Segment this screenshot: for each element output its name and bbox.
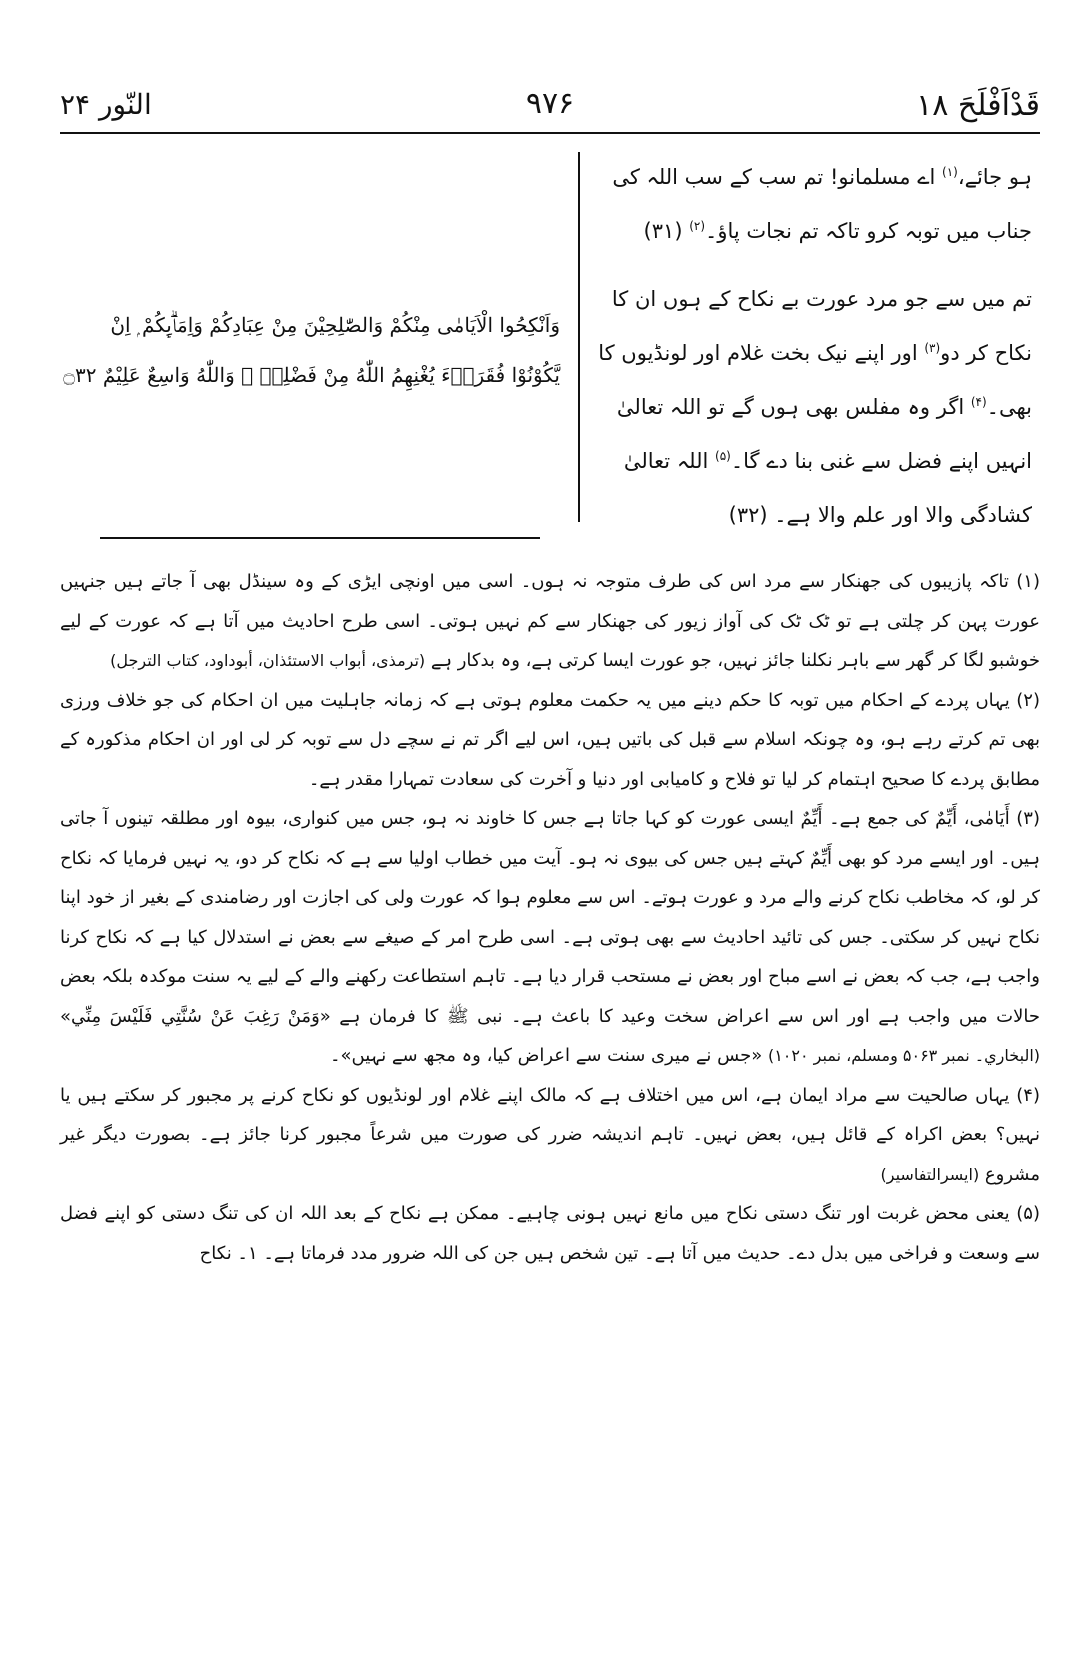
verse-line: يَّكُوْنُوْا فُقَرَاۗءَ يُغْنِهِمُ اللّٰهُ مِنْ فَضْلِهٖ ۭ وَاللّٰهُ وَاسِعٌ عَلِيْمٌ ۝۳۲ [63,363,560,387]
footnote-source: (البخاري۔ نمبر ۵۰۶۳ ومسلم، نمبر ۱۰۲۰) [767,1046,1040,1065]
translation-verse-32 [597,272,1032,542]
footnote-4 [60,1076,1040,1195]
footnote-ref-4: (۴) [970,395,987,409]
footnote-5 [60,1194,1040,1273]
translation-text: اگر وہ مفلس بھی ہوں گے تو اللہ تعالیٰ انہیں اپنے فضل سے غنی بنا دے گا۔ [616,395,1032,473]
arabic-verse [60,300,560,400]
footnote-ref-1: (۱) [942,165,958,179]
footnote-source: (ایسرالتفاسیر) [880,1164,980,1184]
verse-number: (۳۱) [643,219,690,243]
page-number: ۹۷۶ [525,86,575,121]
footnote-2 [60,681,1040,800]
translation-text: تم میں سے جو مرد عورت بے نکاح کے ہوں ان کا نکاح کر دو [611,287,1032,365]
footnote-text: «جس نے میری سنت سے اعراض کیا، وہ مجھ سے نہیں»۔ [329,1045,763,1066]
footnote-text: (۱) تاکہ پازیبوں کی جھنکار سے مرد اس کی طرف متوجہ نہ ہوں۔ اسی میں اونچی ایڑی کے وہ سینڈل بھی آ جاتے ہیں جنہیں عورت پہن کر چلتی ہے تو ٹک ٹک کی آواز زیور کی جھنکار سے کم نہیں ہوتی۔ اسی طرح احادیث میں آتا ہے کہ عورت کے لیے خوشبو لگا کر گھر سے باہر نکلنا جائز نہیں، جو عورت ایسا کرتی ہے، وہ بدکار ہے [60,571,1040,671]
footnote-separator [100,537,540,539]
footnote-1 [60,562,1040,681]
footnote-ref-2: (۲) [689,219,706,233]
footnote-text: (۵) یعنی محض غربت اور تنگ دستی نکاح میں مانع نہیں ہونی چاہیے۔ ممکن ہے نکاح کے بعد اللہ ان کی تنگ دستی کو اپنے فضل سے وسعت و فراخی میں بدل دے۔ حدیث میں آتا ہے۔ تین شخص ہیں جن کی اللہ ضرور مدد فرماتا ہے۔ ۱۔ نکاح [60,1203,1040,1264]
translation-verse-31 [597,150,1032,258]
footnote-ref-5: (۵) [715,449,731,463]
surah-label: النّور ۲۴ [60,88,152,121]
footnote-text: (۴) یہاں صالحیت سے مراد ایمان ہے، اس میں اختلاف ہے کہ مالک اپنے غلام اور لونڈیوں کو نکاح کرنے پر مجبور کر سکتے ہیں یا نہیں؟ بعض اکراہ کے قائل ہیں، بعض نہیں۔ تاہم اندیشہ ضرر کی صورت میں شرعاً مجبور کرنا جائز ہے۔ بصورت دیگر غیر مشروع [60,1084,1040,1185]
footnote-3 [60,799,1040,1076]
translation-text: اللہ تعالیٰ کشادگی والا اور علم والا ہے۔ (۳۲) [623,449,1032,527]
header-rule [60,132,1040,134]
footnote-text: (۳) أَيَامٰى، أَيِّمٌ کی جمع ہے۔ أَيِّمٌ ایسی عورت کو کہا جاتا ہے جس کا خاوند نہ ہو، جس میں کنواری، بیوہ اور مطلقہ تینوں آ جاتی ہیں۔ اور ایسے مرد کو بھی أَيِّمٌ کہتے ہیں جس کی بیوی نہ ہو۔ آیت میں خطاب اولیا سے ہے کہ نکاح کر دو، یہ نہیں فرمایا کہ نکاح کر لو، کہ مخاطب نکاح کرنے والے مرد و عورت ہوتے۔ اس سے معلوم ہوا کہ عورت ولی کی اجازت اور رضامندی کے بغیر از خود اپنا نکاح نہیں کر سکتی۔ جس کی تائید احادیث سے بھی ہوتی ہے۔ اسی طرح امر کے صیغے سے بعض نے استدلال کیا ہے کہ نکاح کرنا واجب ہے، جب کہ بعض نے اسے مباح اور بعض نے مستحب قرار دیا ہے۔ تاہم استطاعت رکھنے والے کے لیے یہ سنت موکدہ بلکہ بعض حالات میں واجب ہے اور اس سے اعراض سخت وعید کا باعث ہے۔ نبی ﷺ کا فرمان ہے «وَمَنْ رَغِبَ عَنْ سُنَّتِي فَلَيْسَ مِنِّي» [60,808,1040,1027]
page-header [60,80,1040,130]
juz-label: قَدْاَفْلَحَ ۱۸ [916,88,1040,123]
column-divider [578,152,580,522]
translation-text: ہو جائے، [957,165,1032,189]
translation-column [597,150,1032,556]
footnote-source: (ترمذی، أبواب الاستئذان، أبوداود، کتاب الترجل) [110,651,426,670]
footnote-text: (۲) یہاں پردے کے احکام میں توبہ کا حکم دینے میں یہ حکمت معلوم ہوتی ہے کہ زمانہ جاہلیت میں ان احکام کی جو خلاف ورزی بھی تم کرتے رہے ہو، وہ چونکہ اسلام سے قبل کی باتیں ہیں، اس لیے اگر تم نے سچے دل سے توبہ کر لی اور ان احکام مذکورہ کے مطابق پردے کا صحیح اہتمام کر لیا تو فلاح و کامیابی اور دنیا و آخرت کی سعادت تمہارا مقدر ہے۔ [60,689,1040,790]
footnote-ref-3: (۳) [924,341,941,355]
verse-line: وَاَنْكِحُوا الْاَيَامٰى مِنْكُمْ وَالصّٰلِحِيْنَ مِنْ عِبَادِكُمْ وَاِمَاۗىِٕكُمْ ۭ اِنْ [110,313,560,337]
translation-text: اور اپنے نیک بخت غلام اور لونڈیوں کا بھی۔ [598,341,1032,419]
translation-text: اے مسلمانو! تم سب کے سب اللہ کی جناب میں توبہ کرو تاکہ تم نجات پاؤ۔ [612,165,1032,243]
footnotes [60,562,1040,1273]
